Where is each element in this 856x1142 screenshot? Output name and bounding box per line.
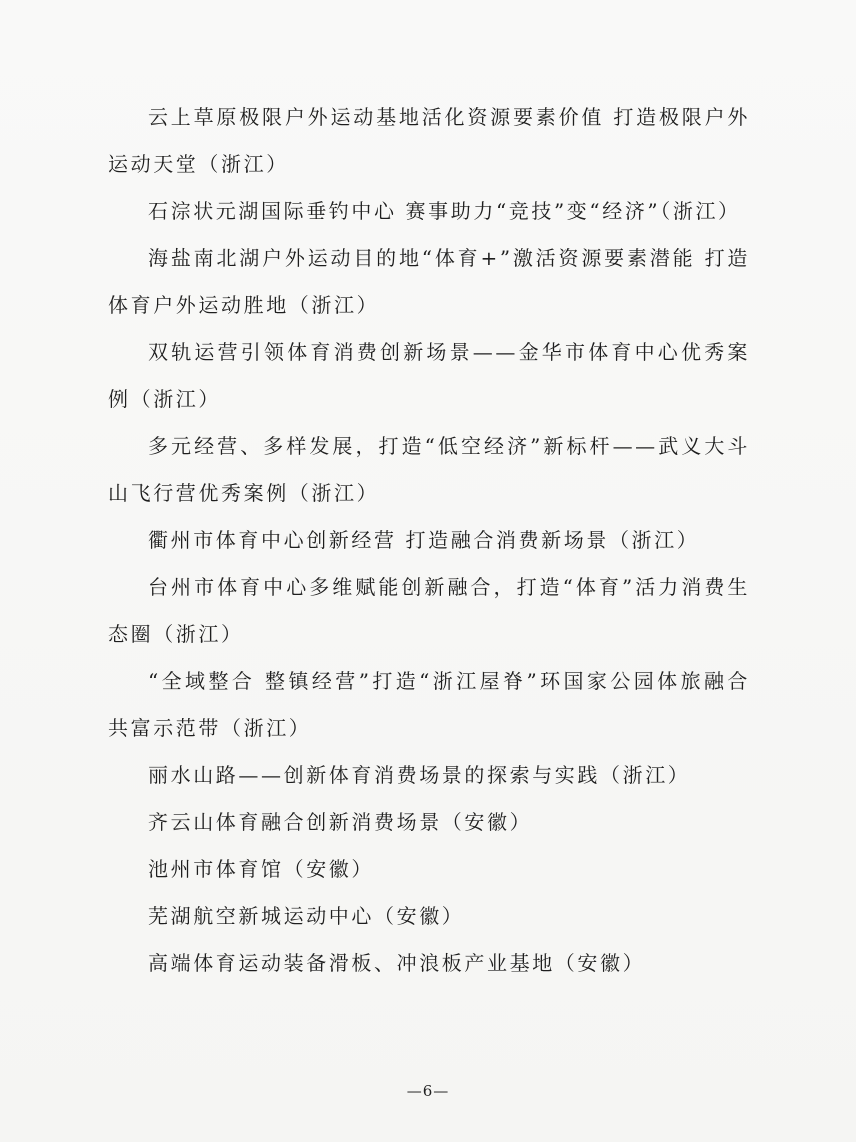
list-item: 双轨运营引领体育消费创新场景——金华市体育中心优秀案例（浙江） bbox=[108, 340, 750, 411]
list-item: 池州市体育馆（安徽） bbox=[148, 857, 374, 881]
list-item: 石淙状元湖国际垂钓中心 赛事助力“竞技”变“经济”（浙江） bbox=[148, 199, 741, 223]
list-item: 海盐南北湖户外运动目的地“体育+”激活资源要素潜能 打造体育户外运动胜地（浙江） bbox=[108, 246, 750, 317]
list-item: 衢州市体育中心创新经营 打造融合消费新场景（浙江） bbox=[148, 528, 700, 552]
list-item: 高端体育运动装备滑板、冲浪板产业基地（安徽） bbox=[148, 951, 646, 975]
list-item: 齐云山体育融合创新消费场景（安徽） bbox=[148, 810, 533, 834]
list-item: 台州市体育中心多维赋能创新融合，打造“体育”活力消费生态圈（浙江） bbox=[108, 575, 750, 646]
list-item: 芜湖航空新城运动中心（安徽） bbox=[148, 904, 465, 928]
list-item: “全域整合 整镇经营”打造“浙江屋脊”环国家公园体旅融合共富示范带（浙江） bbox=[108, 669, 750, 740]
page-number: —6— bbox=[406, 1082, 450, 1100]
case-list bbox=[108, 94, 750, 987]
list-item: 多元经营、多样发展，打造“低空经济”新标杆——武义大斗山飞行营优秀案例（浙江） bbox=[108, 434, 750, 505]
list-item: 丽水山路——创新体育消费场景的探索与实践（浙江） bbox=[148, 763, 691, 787]
list-item: 云上草原极限户外运动基地活化资源要素价值 打造极限户外运动天堂（浙江） bbox=[108, 105, 750, 176]
